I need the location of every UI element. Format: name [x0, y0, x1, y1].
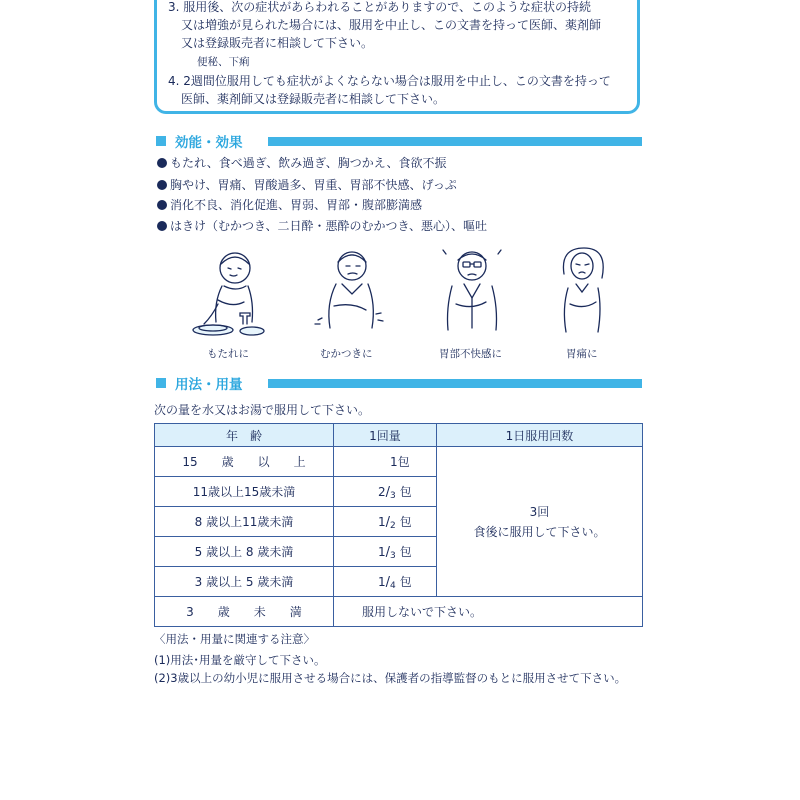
table-row — [155, 447, 643, 477]
effect-item: 胸やけ、胃痛、胃酸過多、胃重、胃部不快感、げっぷ — [157, 177, 457, 193]
header-age: 年 齢 — [155, 424, 334, 447]
effect-item: もたれ、食べ過ぎ、飲み過ぎ、胸つかえ、食欲不振 — [157, 155, 446, 171]
amount-cell: 1/4 包 — [334, 567, 437, 597]
age-cell: 11歳以上15歳未満 — [155, 477, 334, 507]
header-amount: 1回量 — [334, 424, 437, 447]
bullet-icon — [157, 200, 167, 210]
under3-note-cell: 服用しないで下さい。 — [334, 597, 643, 627]
amount-cell: 1/3 包 — [334, 537, 437, 567]
amount-cell: 2/3 包 — [334, 477, 437, 507]
note-item: (2)3歳以上の幼小児に服用させる場合には、保護者の指導監督のもとに服用させて下さい。 — [154, 671, 627, 685]
caution-item4-line1: 4. 2週間位服用しても症状がよくならない場合は服用を中止し、この文書を持って — [168, 74, 611, 88]
caution-item3-line3: 又は登録販売者に相談して下さい。 — [181, 36, 374, 50]
caption-nausea: むかつきに — [320, 348, 373, 360]
caption-stomach-discomfort: 胃部不快感に — [439, 348, 502, 360]
effect-item: はきけ（むかつき、二日酔・悪酔のむかつき、悪心）、嘔吐 — [157, 218, 487, 234]
note-item: (1)用法･用量を厳守して下さい。 — [154, 653, 326, 667]
header-frequency: 1日服用回数 — [437, 424, 643, 447]
dosage-section-header — [156, 375, 642, 391]
notes-title: 〈用法・用量に関連する注意〉 — [154, 632, 315, 646]
age-cell: 8 歳以上11歳未満 — [155, 507, 334, 537]
caution-item3-line2: 又は増強が見られた場合には、服用を中止し、この文書を持って医師、薬剤師 — [181, 18, 602, 32]
caption-heavy-stomach: もたれに — [207, 348, 249, 360]
age-cell: 15 歳 以 上 — [155, 447, 334, 477]
amount-cell: 1/2 包 — [334, 507, 437, 537]
stomach-discomfort-illustration — [432, 244, 512, 344]
caution-item3-symptoms: 便秘、下痢 — [197, 56, 250, 68]
section-square-icon — [156, 136, 166, 146]
age-cell: 5 歳以上 8 歳未満 — [155, 537, 334, 567]
bullet-icon — [157, 221, 167, 231]
age-cell: 3 歳 未 満 — [155, 597, 334, 627]
effects-title: 効能・効果 — [175, 135, 243, 151]
bullet-icon — [157, 158, 167, 168]
section-bar — [268, 379, 642, 388]
dosage-intro: 次の量を水又はお湯で服用して下さい。 — [154, 403, 371, 417]
caption-stomach-ache: 胃痛に — [566, 348, 598, 360]
frequency-note: 食後に服用して下さい。 — [473, 524, 606, 539]
frequency-count: 3回 — [529, 504, 550, 519]
heavy-stomach-illustration — [188, 244, 278, 344]
dosage-table — [154, 423, 643, 627]
age-cell: 3 歳以上 5 歳未満 — [155, 567, 334, 597]
effect-item: 消化不良、消化促進、胃弱、胃部・腹部膨満感 — [157, 197, 422, 213]
effects-section-header — [156, 133, 642, 149]
section-square-icon — [156, 378, 166, 388]
section-bar — [268, 137, 642, 146]
frequency-cell — [437, 447, 643, 597]
nausea-illustration — [310, 244, 390, 344]
bullet-icon — [157, 180, 167, 190]
dosage-title: 用法・用量 — [175, 377, 243, 393]
caution-item3-line1: 3. 服用後、次の症状があらわれることがありますので、このような症状の持続 — [168, 0, 592, 14]
table-row — [155, 597, 643, 627]
stomach-ache-illustration — [546, 244, 616, 344]
table-header-row — [155, 424, 643, 447]
amount-cell: 1包 — [334, 447, 437, 477]
caution-item4-line2: 医師、薬剤師又は登録販売者に相談して下さい。 — [181, 92, 446, 106]
